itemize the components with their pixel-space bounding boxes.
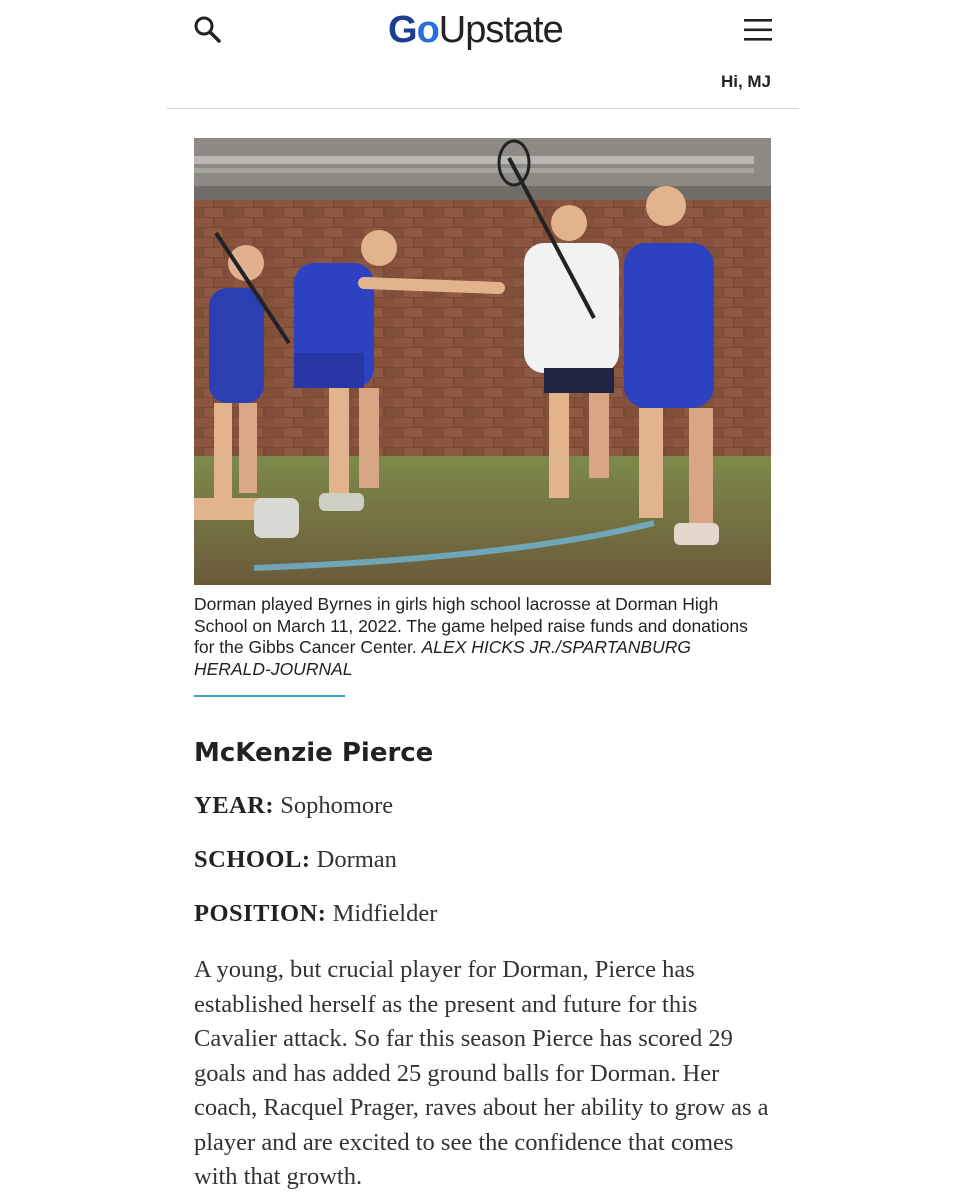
player-name: McKenzie Pierce [194, 738, 434, 768]
year-value: Sophomore [280, 792, 394, 819]
logo-go: Go [388, 9, 439, 51]
goupstate-logo[interactable] [388, 6, 563, 54]
caption-text: Dorman played Byrnes in girls high school lacrosse at Dorman High School on March 11, 2022. The game helped raise funds and donations for the Gibbs Cancer Center. [194, 594, 748, 657]
player-position [194, 900, 437, 928]
position-value: Midfielder [332, 900, 438, 927]
search-icon [192, 14, 224, 46]
school-label: SCHOOL: [194, 846, 311, 873]
user-greeting[interactable]: Hi, MJ [720, 72, 771, 91]
school-value: Dorman [316, 846, 397, 873]
photo-credit: ALEX HICKS JR./SPARTANBURG HERALD-JOURNAL [194, 637, 691, 679]
year-label: YEAR: [194, 792, 275, 819]
lacrosse-photo [194, 138, 771, 585]
player-bio: A young, but crucial player for Dorman, Pierce has established herself as the present and future for this Cavalier attack. So far this season Pierce has scored 29 goals and has added 25 ground balls for Dorman. Her coach, Racquel Prager, raves about her ability to grow as a player and are excited to see the confidence that comes with that growth. [194, 956, 769, 1190]
player-school [194, 846, 397, 874]
site-header [166, 0, 799, 109]
logo-upstate: Upstate [438, 9, 563, 51]
photo-caption [194, 594, 764, 680]
player-year [194, 792, 393, 820]
hamburger-menu-icon [743, 16, 773, 44]
search-button[interactable] [192, 14, 224, 46]
position-label: POSITION: [194, 900, 327, 927]
caption-divider [194, 695, 345, 697]
menu-button[interactable] [743, 16, 773, 44]
